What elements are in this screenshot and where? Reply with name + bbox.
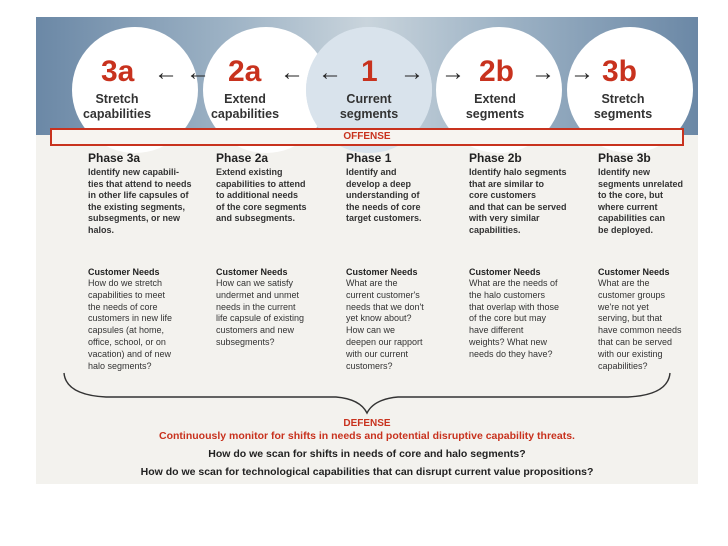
desc-line: Identify new [598, 167, 651, 177]
arrow-right-icon: → [570, 59, 594, 86]
desc-line: to additional needs [216, 190, 299, 200]
needs-line: What are the [598, 278, 650, 288]
desc-line: subsegments, or new [88, 213, 181, 223]
step-label-line: segments [339, 107, 399, 121]
customer-needs-title: Customer Needs [598, 267, 670, 277]
arrow-left-icon: ← [280, 59, 304, 86]
step-label-line: segments [465, 107, 525, 121]
desc-line: Identify new capabili- [88, 167, 180, 177]
needs-line: needs do they have? [469, 348, 553, 359]
desc-line: segments unrelated [598, 178, 684, 189]
defense-subtitle: Continuously monitor for shifts in needs and potential disruptive capability threats. [159, 430, 575, 442]
customer-needs-title: Customer Needs [346, 267, 418, 277]
desc-line: that are similar to [469, 178, 545, 189]
customer-needs-title: Customer Needs [469, 267, 541, 277]
needs-line: we're not yet [598, 301, 649, 312]
desc-line: halos. [88, 224, 115, 235]
phase-title: Phase 3b [598, 151, 651, 165]
desc-line: Identify and [346, 167, 397, 177]
arrow-left-icon: ← [318, 59, 342, 86]
desc-line: core customers [469, 190, 537, 200]
needs-line: of the core but may [469, 313, 547, 324]
needs-line: current customer's [346, 289, 420, 300]
step-number-2b: 2b [479, 55, 515, 88]
desc-line: with very similar [469, 213, 540, 223]
needs-line: customers in new life [88, 313, 173, 324]
needs-line: subsegments? [216, 336, 275, 347]
offense-banner: OFFENSE [50, 128, 684, 146]
needs-line: that can be served [598, 336, 673, 347]
desc-line: and subsegments. [216, 213, 296, 223]
desc-line: to the core, but [598, 190, 663, 200]
needs-line: office, school, or on [88, 336, 166, 347]
desc-line: capabilities can [598, 213, 666, 223]
needs-line: customers? [346, 360, 393, 371]
framework-diagram [36, 17, 698, 484]
needs-line: needs that we don't [346, 301, 424, 312]
needs-line: yet know about? [346, 313, 412, 324]
customer-needs-title: Customer Needs [88, 267, 160, 277]
needs-line: customers and new [216, 325, 295, 336]
step-label-line: Stretch [95, 92, 139, 106]
step-label-line: capabilities [210, 107, 280, 121]
needs-line: have common needs [598, 325, 682, 336]
step-number-1: 1 [361, 55, 378, 88]
desc-line: capabilities. [469, 224, 521, 235]
needs-line: capsules (at home, [88, 325, 165, 336]
needs-line: deepen our rapport [346, 336, 423, 347]
needs-line: vacation) and of new [88, 348, 172, 359]
needs-line: capabilities? [598, 360, 648, 371]
arrow-right-icon: → [441, 59, 465, 86]
desc-line: of the core segments [216, 201, 307, 212]
needs-line: customer groups [598, 289, 666, 300]
step-label-line: segments [593, 107, 653, 121]
needs-line: How do we stretch [88, 278, 163, 288]
desc-line: in other life capsules of [88, 190, 189, 200]
desc-line: Identify halo segments [469, 167, 567, 177]
desc-line: and that can be served [469, 201, 567, 212]
desc-line: develop a deep [346, 178, 412, 189]
needs-line: that overlap with those [469, 301, 560, 312]
needs-line: capabilities to meet [88, 289, 166, 300]
step-label-line: Extend [474, 92, 516, 106]
phase-title: Phase 3a [88, 151, 141, 165]
desc-line: be deployed. [598, 224, 654, 235]
desc-line: target customers. [346, 213, 422, 223]
needs-line: serving, but that [598, 313, 663, 324]
needs-line: halo segments? [88, 360, 152, 371]
defense-title: DEFENSE [343, 418, 391, 429]
needs-line: undermet and unmet [216, 289, 300, 300]
desc-line: where current [598, 201, 658, 212]
needs-line: with our current [346, 348, 409, 359]
needs-line: have different [469, 325, 524, 336]
step-label-line: Extend [224, 92, 266, 106]
needs-line: What are the [346, 278, 398, 288]
arrow-right-icon: → [400, 59, 424, 86]
desc-line: capabilities to attend [216, 178, 306, 189]
needs-line: weights? What new [469, 336, 548, 347]
arrow-left-icon: ← [186, 59, 210, 86]
customer-needs-title: Customer Needs [216, 267, 288, 277]
phase-title: Phase 2a [216, 151, 269, 165]
needs-line: the needs of core [88, 301, 158, 312]
desc-line: Extend existing [216, 167, 283, 177]
step-label-line: Stretch [601, 92, 645, 106]
step-number-3a: 3a [101, 55, 135, 88]
phase-title: Phase 2b [469, 151, 522, 165]
needs-line: with our existing [598, 348, 663, 359]
step-number-3b: 3b [602, 55, 638, 88]
arrow-right-icon: → [531, 59, 555, 86]
defense-question: How do we scan for shifts in needs of core and halo segments? [208, 448, 526, 460]
needs-line: life capsule of existing [216, 313, 305, 324]
needs-line: the halo customers [469, 289, 546, 300]
step-number-2a: 2a [228, 55, 262, 88]
desc-line: the existing segments, [88, 201, 186, 212]
needs-line: How can we satisfy [216, 278, 294, 288]
needs-line: needs in the current [216, 301, 296, 312]
desc-line: ties that attend to needs [88, 178, 192, 189]
arrow-left-icon: ← [154, 59, 178, 86]
needs-line: How can we [346, 325, 396, 336]
step-label-line: capabilities [82, 107, 152, 121]
defense-brace [36, 17, 698, 484]
desc-line: the needs of core [346, 201, 421, 212]
phase-title: Phase 1 [346, 151, 392, 165]
step-label-line: Current [346, 92, 392, 106]
defense-question: How do we scan for technological capabilities that can disrupt current value propositions? [140, 466, 594, 478]
needs-line: What are the needs of [469, 278, 558, 288]
desc-line: understanding of [346, 190, 420, 200]
